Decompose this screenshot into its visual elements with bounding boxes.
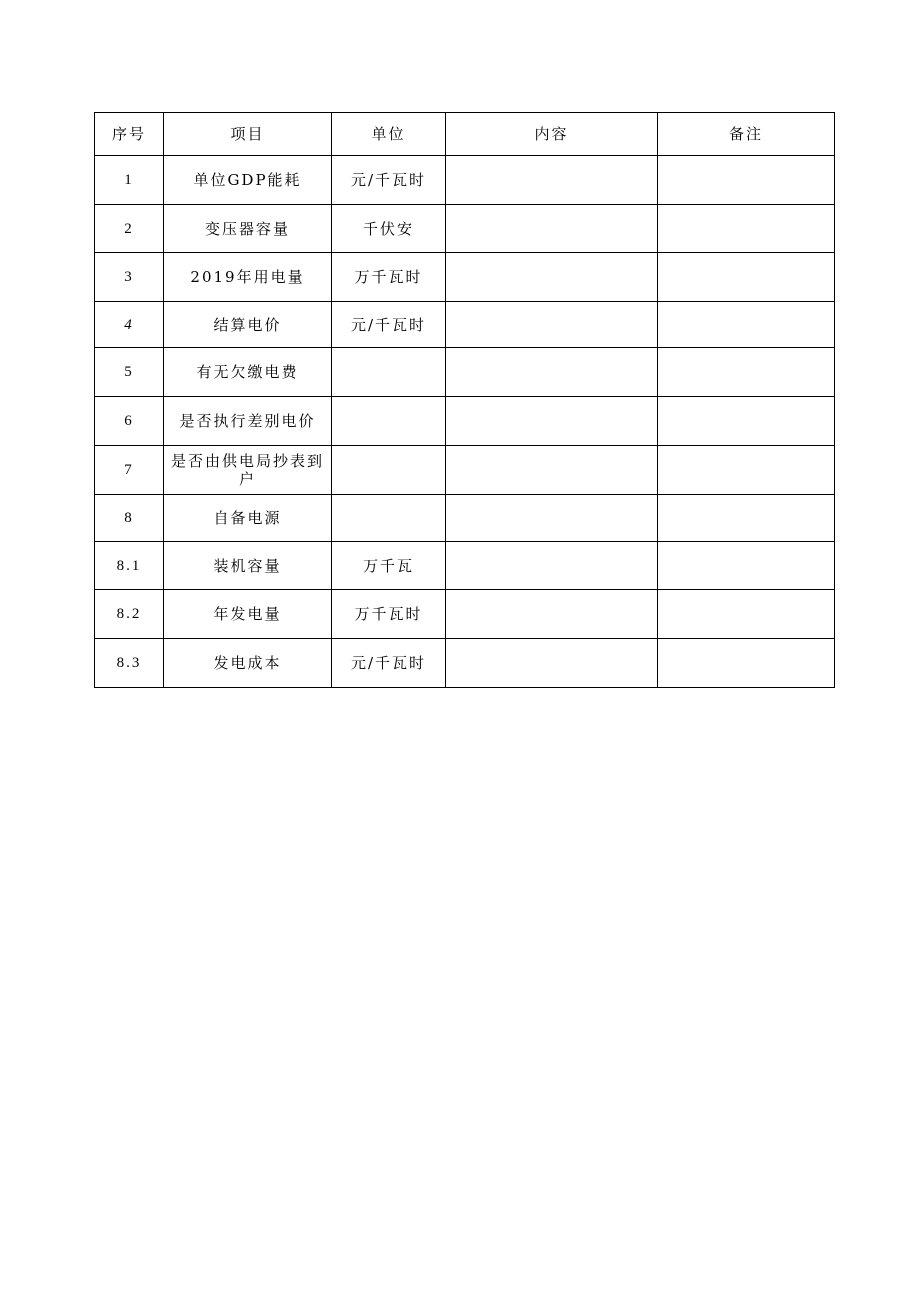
table-row — [95, 205, 835, 253]
row-content — [446, 302, 658, 348]
header-item: 项目 — [164, 113, 332, 156]
row-item: 结算电价 — [164, 302, 332, 348]
row-unit — [332, 348, 446, 397]
row-serial-number: 5 — [95, 348, 164, 397]
row-item: 2019年用电量 — [164, 253, 332, 302]
row-content — [446, 397, 658, 446]
row-note — [658, 253, 835, 302]
row-item: 是否由供电局抄表到户 — [164, 446, 332, 495]
header-note: 备注 — [658, 113, 835, 156]
row-content — [446, 348, 658, 397]
row-unit — [332, 446, 446, 495]
row-note — [658, 348, 835, 397]
table-row — [95, 253, 835, 302]
row-item: 装机容量 — [164, 542, 332, 590]
row-item: 是否执行差别电价 — [164, 397, 332, 446]
row-item: 自备电源 — [164, 495, 332, 542]
row-unit: 元/千瓦时 — [332, 302, 446, 348]
row-note — [658, 495, 835, 542]
row-unit: 千伏安 — [332, 205, 446, 253]
row-unit — [332, 397, 446, 446]
row-note — [658, 446, 835, 495]
table-row — [95, 495, 835, 542]
row-note — [658, 639, 835, 688]
table-row — [95, 302, 835, 348]
row-content — [446, 446, 658, 495]
table-row — [95, 348, 835, 397]
row-serial-number: 8.2 — [95, 590, 164, 639]
table-row — [95, 590, 835, 639]
row-note — [658, 205, 835, 253]
table-row — [95, 156, 835, 205]
row-note — [658, 542, 835, 590]
row-content — [446, 542, 658, 590]
row-content — [446, 156, 658, 205]
row-unit: 万千瓦时 — [332, 253, 446, 302]
table-row — [95, 542, 835, 590]
row-content — [446, 495, 658, 542]
table-row — [95, 446, 835, 495]
row-item: 年发电量 — [164, 590, 332, 639]
row-content — [446, 639, 658, 688]
row-content — [446, 253, 658, 302]
table-row — [95, 397, 835, 446]
row-content — [446, 205, 658, 253]
row-unit: 元/千瓦时 — [332, 639, 446, 688]
row-serial-number: 4 — [95, 302, 164, 348]
energy-info-table — [94, 112, 835, 688]
row-content — [446, 590, 658, 639]
row-unit: 元/千瓦时 — [332, 156, 446, 205]
header-unit: 单位 — [332, 113, 446, 156]
row-unit — [332, 495, 446, 542]
row-serial-number: 7 — [95, 446, 164, 495]
row-note — [658, 397, 835, 446]
row-serial-number: 1 — [95, 156, 164, 205]
row-item: 有无欠缴电费 — [164, 348, 332, 397]
table-header-row — [95, 113, 835, 156]
row-note — [658, 156, 835, 205]
row-note — [658, 302, 835, 348]
header-serial-number: 序号 — [95, 113, 164, 156]
row-item: 变压器容量 — [164, 205, 332, 253]
row-serial-number: 8 — [95, 495, 164, 542]
row-note — [658, 590, 835, 639]
row-serial-number: 8.1 — [95, 542, 164, 590]
row-serial-number: 2 — [95, 205, 164, 253]
row-serial-number: 8.3 — [95, 639, 164, 688]
row-serial-number: 3 — [95, 253, 164, 302]
header-content: 内容 — [446, 113, 658, 156]
row-serial-number: 6 — [95, 397, 164, 446]
row-item: 单位GDP能耗 — [164, 156, 332, 205]
row-item: 发电成本 — [164, 639, 332, 688]
row-unit: 万千瓦时 — [332, 590, 446, 639]
row-unit: 万千瓦 — [332, 542, 446, 590]
table-row — [95, 639, 835, 688]
